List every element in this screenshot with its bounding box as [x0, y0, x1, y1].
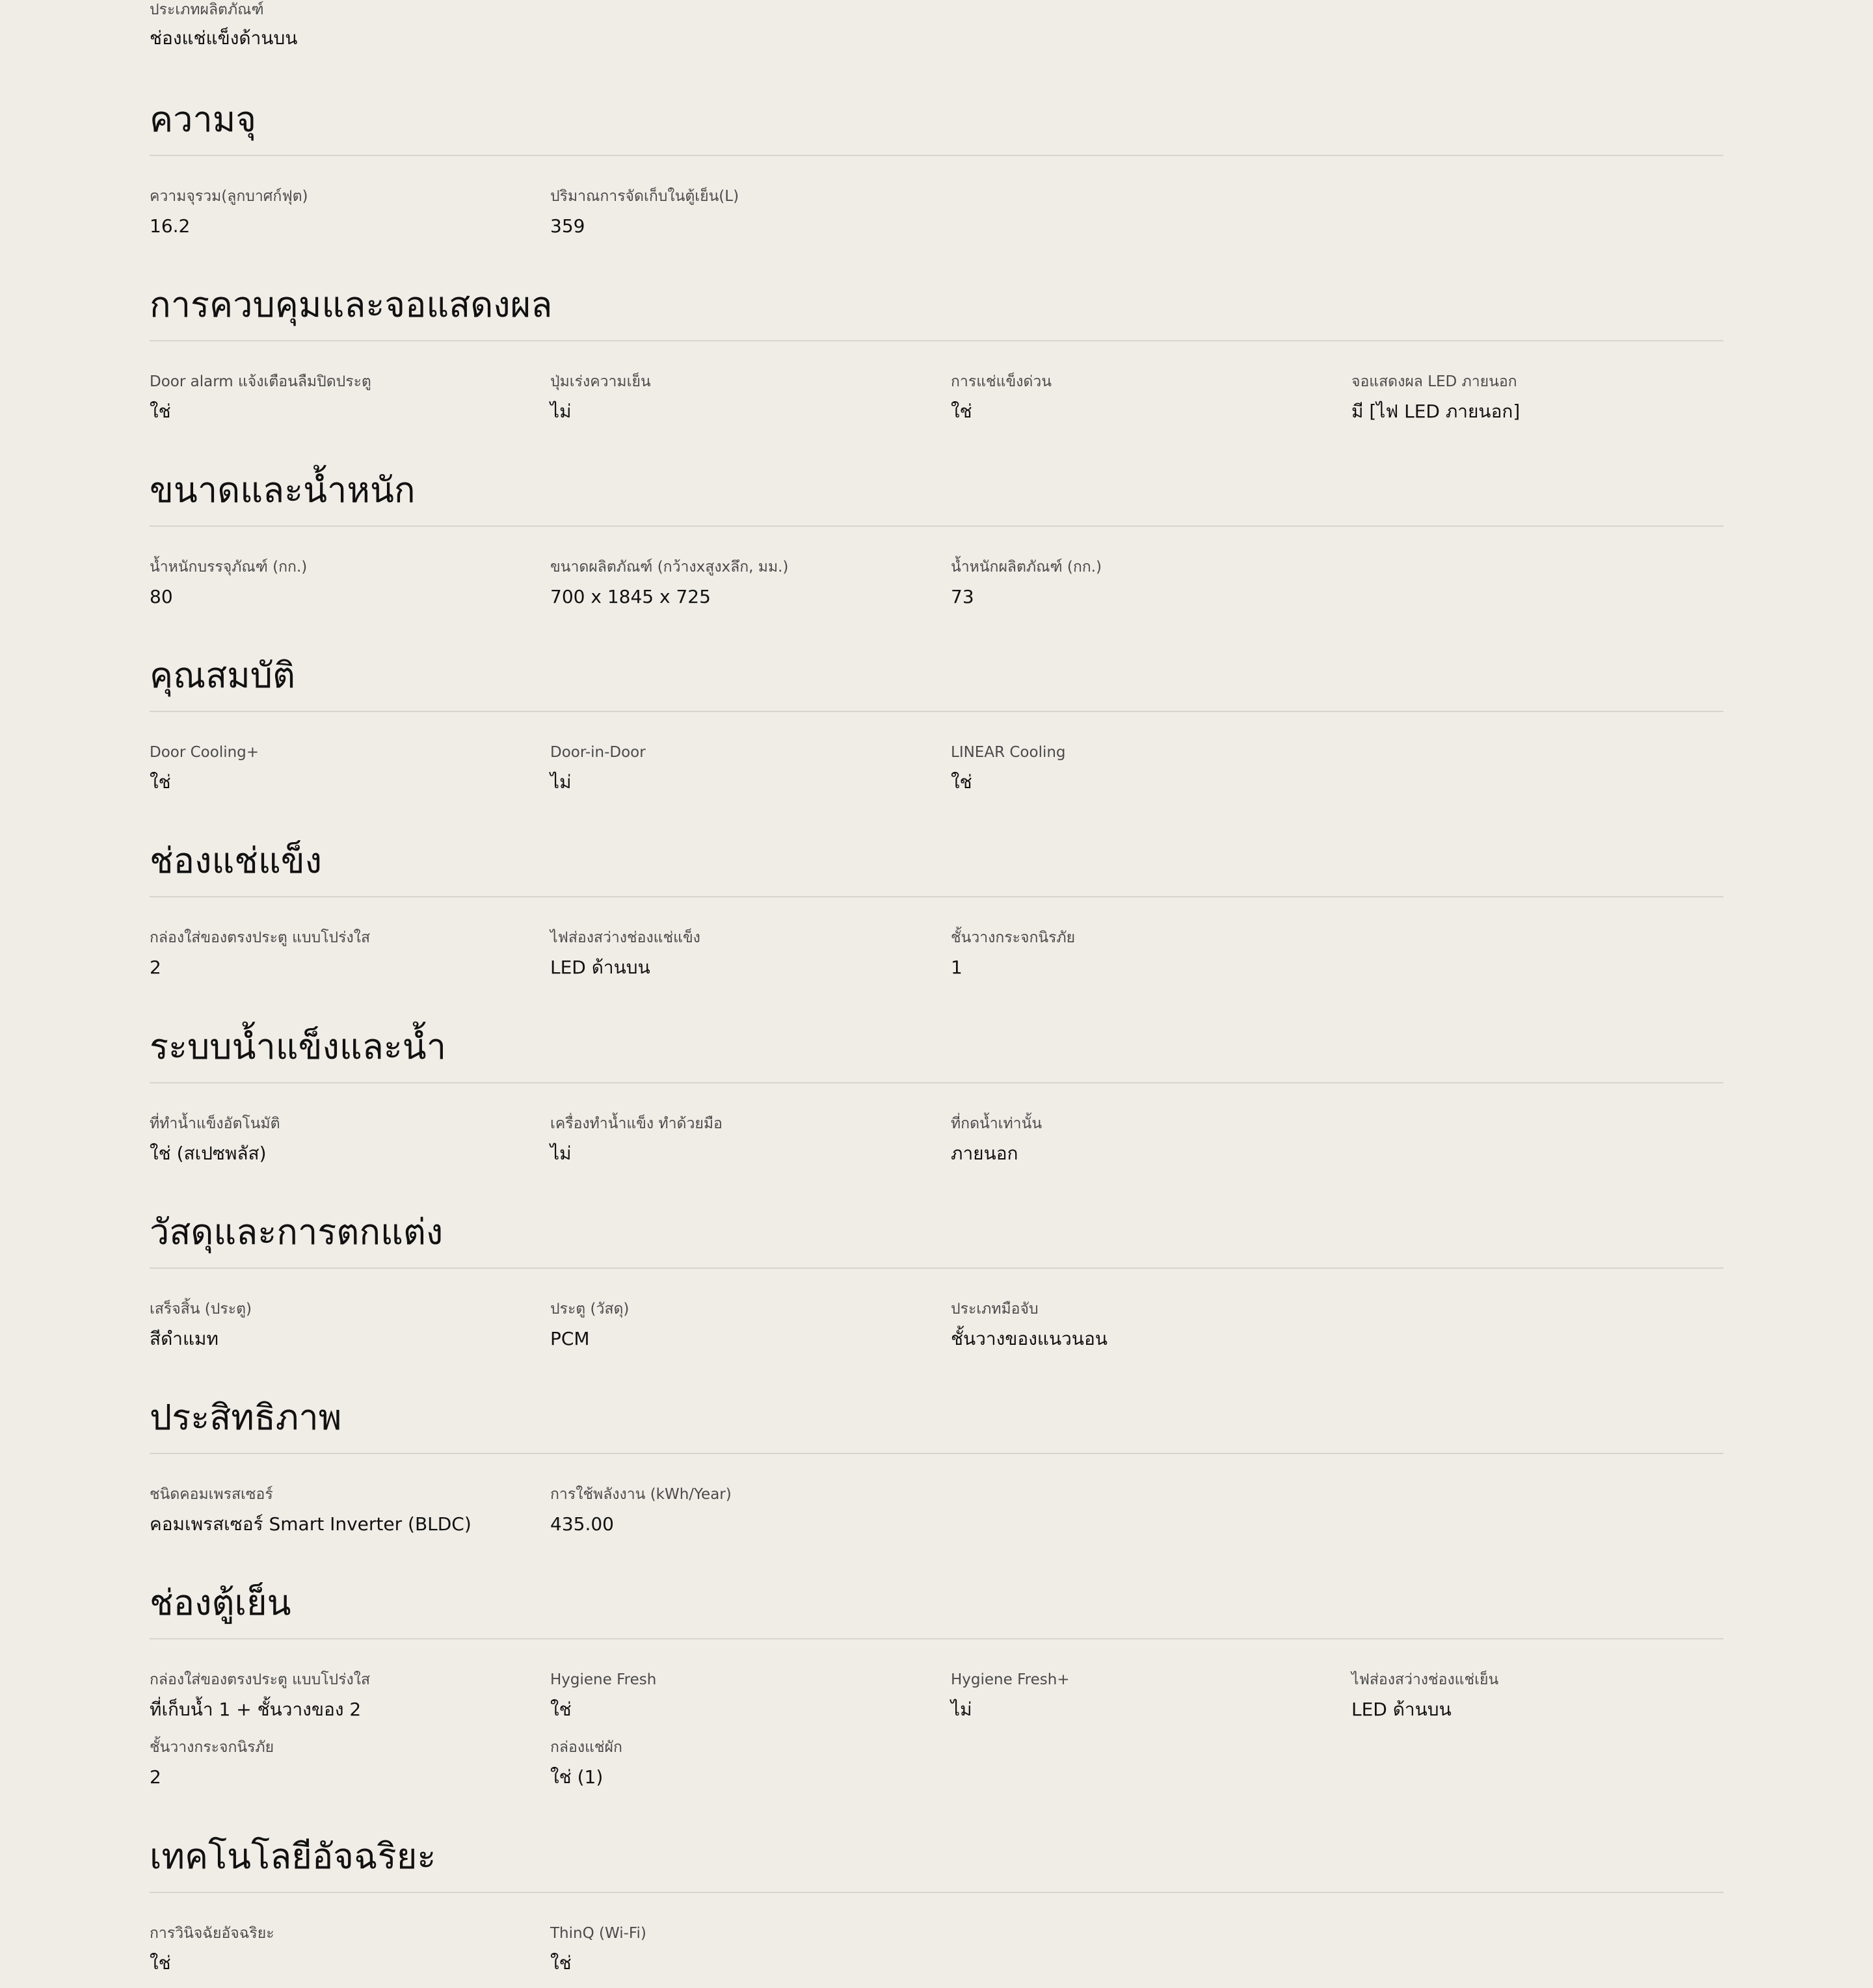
- spec-label: ประตู (วัสดุ): [550, 1301, 630, 1318]
- spec-label: น้ำหนักบรรจุภัณฑ์ (กก.): [150, 559, 308, 576]
- section-divider: [150, 1892, 1723, 1893]
- spec-label: ประเภทมือจับ: [951, 1301, 1039, 1318]
- section-title: เทคโนโลยีอัจฉริยะ: [150, 1836, 436, 1877]
- spec-label: การใช้พลังงาน (kWh/Year): [550, 1486, 732, 1503]
- section-divider: [150, 525, 1723, 527]
- spec-value: สีดำแมท: [150, 1328, 219, 1349]
- section-divider: [150, 896, 1723, 897]
- spec-value: ใช่: [150, 1952, 171, 1974]
- spec-value: ช่องแช่แข็งด้านบน: [150, 27, 298, 49]
- spec-item: [150, 1485, 550, 1535]
- section-divider: [150, 711, 1723, 712]
- spec-grid: [150, 928, 1723, 979]
- spec-item: [550, 1924, 951, 1974]
- spec-grid: [150, 743, 1723, 793]
- spec-item: [150, 1114, 550, 1165]
- spec-item: [550, 928, 951, 979]
- spec-label: ที่ทำน้ำแข็งอัตโนมัติ: [150, 1115, 280, 1132]
- section-title: คุณสมบัติ: [150, 655, 296, 696]
- spec-item: [1351, 372, 1723, 423]
- spec-value: ภายนอก: [951, 1143, 1018, 1164]
- spec-label: ไฟส่องสว่างช่องแช่เย็น: [1351, 1671, 1499, 1688]
- section-divider: [150, 155, 1723, 156]
- section-divider: [150, 1267, 1723, 1269]
- spec-item: [150, 1738, 550, 1788]
- spec-label: LINEAR Cooling: [951, 744, 1066, 761]
- spec-value: 435.00: [550, 1513, 614, 1535]
- spec-label: การแช่แข็งด่วน: [951, 373, 1052, 390]
- spec-value: ใช่: [150, 401, 171, 422]
- spec-value: 1: [951, 957, 963, 978]
- spec-label: กล่องใส่ของตรงประตู แบบโปร่งใส: [150, 929, 371, 946]
- spec-item: [951, 557, 1351, 608]
- section-title: การควบคุมและจอแสดงผล: [150, 284, 553, 325]
- spec-item: [550, 1114, 951, 1165]
- section-title: ช่องแช่แข็ง: [150, 840, 322, 881]
- spec-label: ชั้นวางกระจกนิรภัย: [951, 929, 1076, 946]
- spec-value: 2: [150, 957, 161, 978]
- spec-label: น้ำหนักผลิตภัณฑ์ (กก.): [951, 559, 1102, 576]
- spec-item: [951, 1114, 1351, 1165]
- spec-value: ชั้นวางของแนวนอน: [951, 1328, 1108, 1349]
- spec-item: [550, 187, 951, 237]
- spec-label: จอแสดงผล LED ภายนอก: [1351, 373, 1517, 390]
- spec-value: มี [ไฟ LED ภายนอก]: [1351, 401, 1521, 422]
- spec-label: ปุ่มเร่งความเย็น: [550, 373, 651, 390]
- spec-label: ขนาดผลิตภัณฑ์ (กว้างxสูงxลึก, มม.): [550, 559, 789, 576]
- spec-item: [550, 1670, 951, 1721]
- spec-item: [150, 1670, 550, 1721]
- spec-item: [550, 1738, 951, 1788]
- spec-label: การวินิจฉัยอัจฉริยะ: [150, 1925, 274, 1942]
- spec-item: [550, 743, 951, 793]
- spec-grid: [150, 1114, 1723, 1165]
- section-divider: [150, 1082, 1723, 1083]
- spec-item: [150, 1924, 550, 1974]
- spec-label: ThinQ (Wi-Fi): [550, 1925, 646, 1942]
- spec-label: ความจุรวม(ลูกบาศก์ฟุต): [150, 188, 308, 205]
- spec-grid: [150, 372, 1723, 423]
- section-title: ช่องตู้เย็น: [150, 1582, 291, 1623]
- section-title: ความจุ: [150, 99, 257, 140]
- spec-value: ใช่ (1): [550, 1766, 604, 1788]
- spec-item: [150, 557, 550, 608]
- spec-item: [951, 372, 1351, 423]
- spec-label: ประเภทผลิตภัณฑ์: [150, 1, 264, 18]
- spec-value: ใช่: [150, 771, 171, 793]
- spec-label: ชั้นวางกระจกนิรภัย: [150, 1739, 274, 1756]
- section-divider: [150, 1453, 1723, 1454]
- spec-item: [150, 743, 550, 793]
- spec-item: [951, 1299, 1351, 1350]
- spec-label: Hygiene Fresh+: [951, 1671, 1070, 1688]
- spec-item: [951, 928, 1351, 979]
- spec-label: ปริมาณการจัดเก็บในตู้เย็น(L): [550, 188, 739, 205]
- section-title: ระบบน้ำแข็งและน้ำ: [150, 1026, 447, 1067]
- spec-item: [1351, 1670, 1723, 1721]
- spec-grid: [150, 187, 1723, 237]
- spec-item: [550, 1299, 951, 1350]
- spec-value: LED ด้านบน: [550, 957, 650, 978]
- spec-value: 359: [550, 215, 585, 237]
- spec-label: เครื่องทำน้ำแข็ง ทำด้วยมือ: [550, 1115, 723, 1132]
- spec-grid: [150, 1485, 1723, 1535]
- spec-label: กล่องแช่ผัก: [550, 1739, 622, 1756]
- spec-item: [150, 928, 550, 979]
- spec-item: [951, 1670, 1351, 1721]
- spec-grid: [150, 557, 1723, 608]
- spec-item: [150, 1299, 550, 1350]
- spec-grid: [150, 1670, 1723, 1788]
- spec-label: Door-in-Door: [550, 744, 646, 761]
- section-title: วัสดุและการตกแต่ง: [150, 1212, 444, 1252]
- spec-label: Door alarm แจ้งเตือนลืมปิดประตู: [150, 373, 371, 390]
- spec-label: Door Cooling+: [150, 744, 259, 761]
- spec-value: ใช่: [550, 1952, 572, 1974]
- spec-label: ไฟส่องสว่างช่องแช่แข็ง: [550, 929, 700, 946]
- spec-value: ใช่: [550, 1699, 572, 1720]
- spec-item: [550, 557, 951, 608]
- spec-value: ไม่: [550, 401, 572, 422]
- spec-label: กล่องใส่ของตรงประตู แบบโปร่งใส: [150, 1671, 371, 1688]
- section-divider: [150, 340, 1723, 341]
- spec-value: ไม่: [550, 1143, 572, 1164]
- spec-value: 700 x 1845 x 725: [550, 586, 711, 607]
- spec-label: Hygiene Fresh: [550, 1671, 657, 1688]
- spec-value: 73: [951, 586, 974, 607]
- spec-value: ใช่: [951, 771, 972, 793]
- spec-value: 80: [150, 586, 173, 607]
- spec-value: ใช่: [951, 401, 972, 422]
- spec-item: [150, 372, 550, 423]
- spec-item: [150, 187, 550, 237]
- spec-value: ไม่: [550, 771, 572, 793]
- spec-item: [550, 372, 951, 423]
- spec-value: LED ด้านบน: [1351, 1699, 1452, 1720]
- spec-value: คอมเพรสเซอร์ Smart Inverter (BLDC): [150, 1513, 472, 1535]
- spec-value: PCM: [550, 1328, 590, 1349]
- spec-label: ชนิดคอมเพรสเซอร์: [150, 1486, 273, 1503]
- section-title: ขนาดและน้ำหนัก: [150, 470, 416, 510]
- spec-value: ไม่: [951, 1699, 972, 1720]
- spec-value: ใช่ (สเปซพลัส): [150, 1143, 267, 1164]
- spec-item: [951, 743, 1351, 793]
- spec-label: เสร็จสิ้น (ประตู): [150, 1301, 252, 1318]
- spec-value: 16.2: [150, 215, 191, 237]
- section-divider: [150, 1638, 1723, 1639]
- spec-item: [550, 1485, 951, 1535]
- spec-grid: [150, 1924, 1723, 1974]
- section-title: ประสิทธิภาพ: [150, 1397, 342, 1438]
- spec-label: ที่กดน้ำเท่านั้น: [951, 1115, 1043, 1132]
- spec-grid: [150, 1299, 1723, 1350]
- spec-value: ที่เก็บน้ำ 1 + ชั้นวางของ 2: [150, 1699, 362, 1720]
- spec-value: 2: [150, 1766, 161, 1788]
